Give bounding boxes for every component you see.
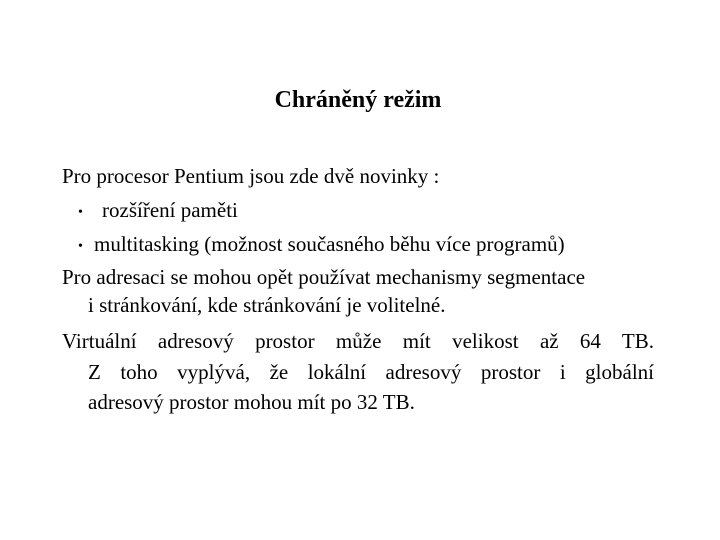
paragraph-virtual-line2: Z toho vyplývá, že lokální adresový prostor i globální <box>88 360 654 384</box>
paragraph-virtual-line1: Virtuální adresový prostor může mít velikost až 64 TB. <box>62 329 654 353</box>
bullet-icon: • <box>78 239 83 254</box>
paragraph-addressing-line2: i stránkování, kde stránkování je volitelné. <box>88 293 446 317</box>
bullet-icon: • <box>78 205 83 220</box>
slide-title <box>0 84 720 116</box>
bullet-item <box>78 196 238 227</box>
bullet-text: multitasking (možnost současného běhu více programů) <box>94 232 565 256</box>
bullet-item <box>78 230 565 261</box>
bullet-text: rozšíření paměti <box>102 198 238 222</box>
paragraph-virtual-line3: adresový prostor mohou mít po 32 TB. <box>88 390 415 414</box>
paragraph-addressing-line1: Pro adresaci se mohou opět používat mechanismy segmentace <box>62 265 586 289</box>
paragraph-intro: Pro procesor Pentium jsou zde dvě novinky : <box>62 164 440 188</box>
slide-title-text: Chráněný režim <box>274 87 442 113</box>
